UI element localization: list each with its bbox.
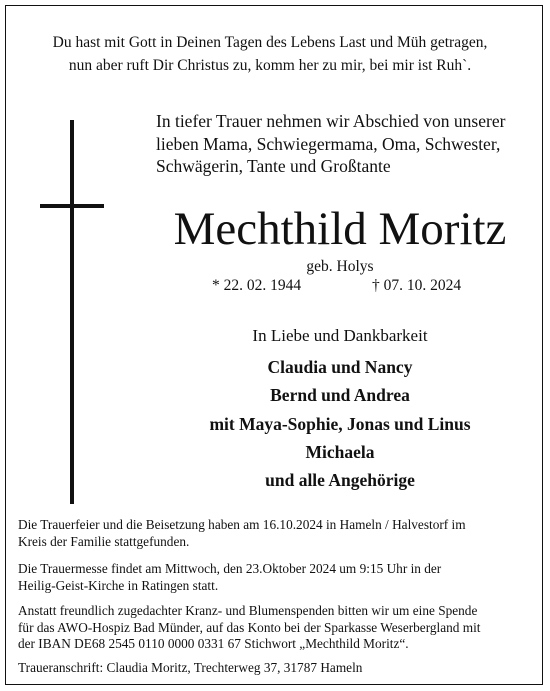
mourner-line: mit Maya-Sophie, Jonas und Linus [209, 413, 471, 434]
verse-line: nun aber ruft Dir Christus zu, komm her zu mir, bei mir ist Ruh`. [68, 57, 472, 74]
donation-notice [18, 603, 532, 653]
cross-icon-bar [40, 204, 104, 208]
funeral-notice [18, 517, 532, 550]
verse-line: Du hast mit Gott in Deinen Tagen des Lebens Last und Müh getragen, [52, 34, 488, 51]
notice-line: Heilig-Geist-Kirche in Ratingen statt. [18, 577, 219, 593]
notice-line: Kreis der Familie stattgefunden. [18, 533, 190, 549]
maiden-name: geb. Holys [306, 258, 374, 275]
intro-line: In tiefer Trauer nehmen wir Abschied von unserer [156, 111, 506, 131]
mourner-line: Michaela [305, 441, 375, 462]
notice-line: Anstatt freundlich zugedachter Kranz- und Blumenspenden bitten wir um eine Spende [18, 603, 478, 618]
mourners-list [140, 353, 540, 494]
notice-line: für das AWO-Hospiz Bad Münder, auf das Konto bei der Sparkasse Weserbergland mit [18, 619, 481, 635]
mourners-intro: In Liebe und Dankbarkeit [252, 326, 428, 345]
intro-line: lieben Mama, Schwiegermama, Oma, Schwester, [156, 133, 501, 154]
mourner-line: Claudia und Nancy [267, 357, 413, 377]
intro-line: Schwägerin, Tante und Großtante [156, 156, 391, 176]
notice-line: Die Trauerfeier und die Beisetzung haben am 16.10.2024 in Hameln / Halvestorf im [18, 517, 466, 532]
notice-line: Die Trauermesse findet am Mittwoch, den 23.Oktober 2024 um 9:15 Uhr in der [18, 561, 442, 576]
notice-line: der IBAN DE68 2545 0110 0000 0331 67 Stichwort „Mechthild Moritz“. [18, 636, 409, 651]
mourning-intro [156, 110, 536, 178]
deceased-name: Mechthild Moritz [173, 203, 507, 255]
mass-notice [18, 561, 532, 594]
mourner-line: Bernd und Andrea [270, 385, 410, 406]
memorial-verse [20, 31, 520, 77]
mourner-line: und alle Angehörige [265, 470, 415, 491]
mourning-address: Traueranschrift: Claudia Moritz, Trechterweg 37, 31787 Hameln [18, 660, 363, 675]
cross-icon [70, 120, 74, 504]
birth-date: * 22. 02. 1944 [212, 277, 302, 294]
death-date: † 07. 10. 2024 [372, 277, 462, 294]
